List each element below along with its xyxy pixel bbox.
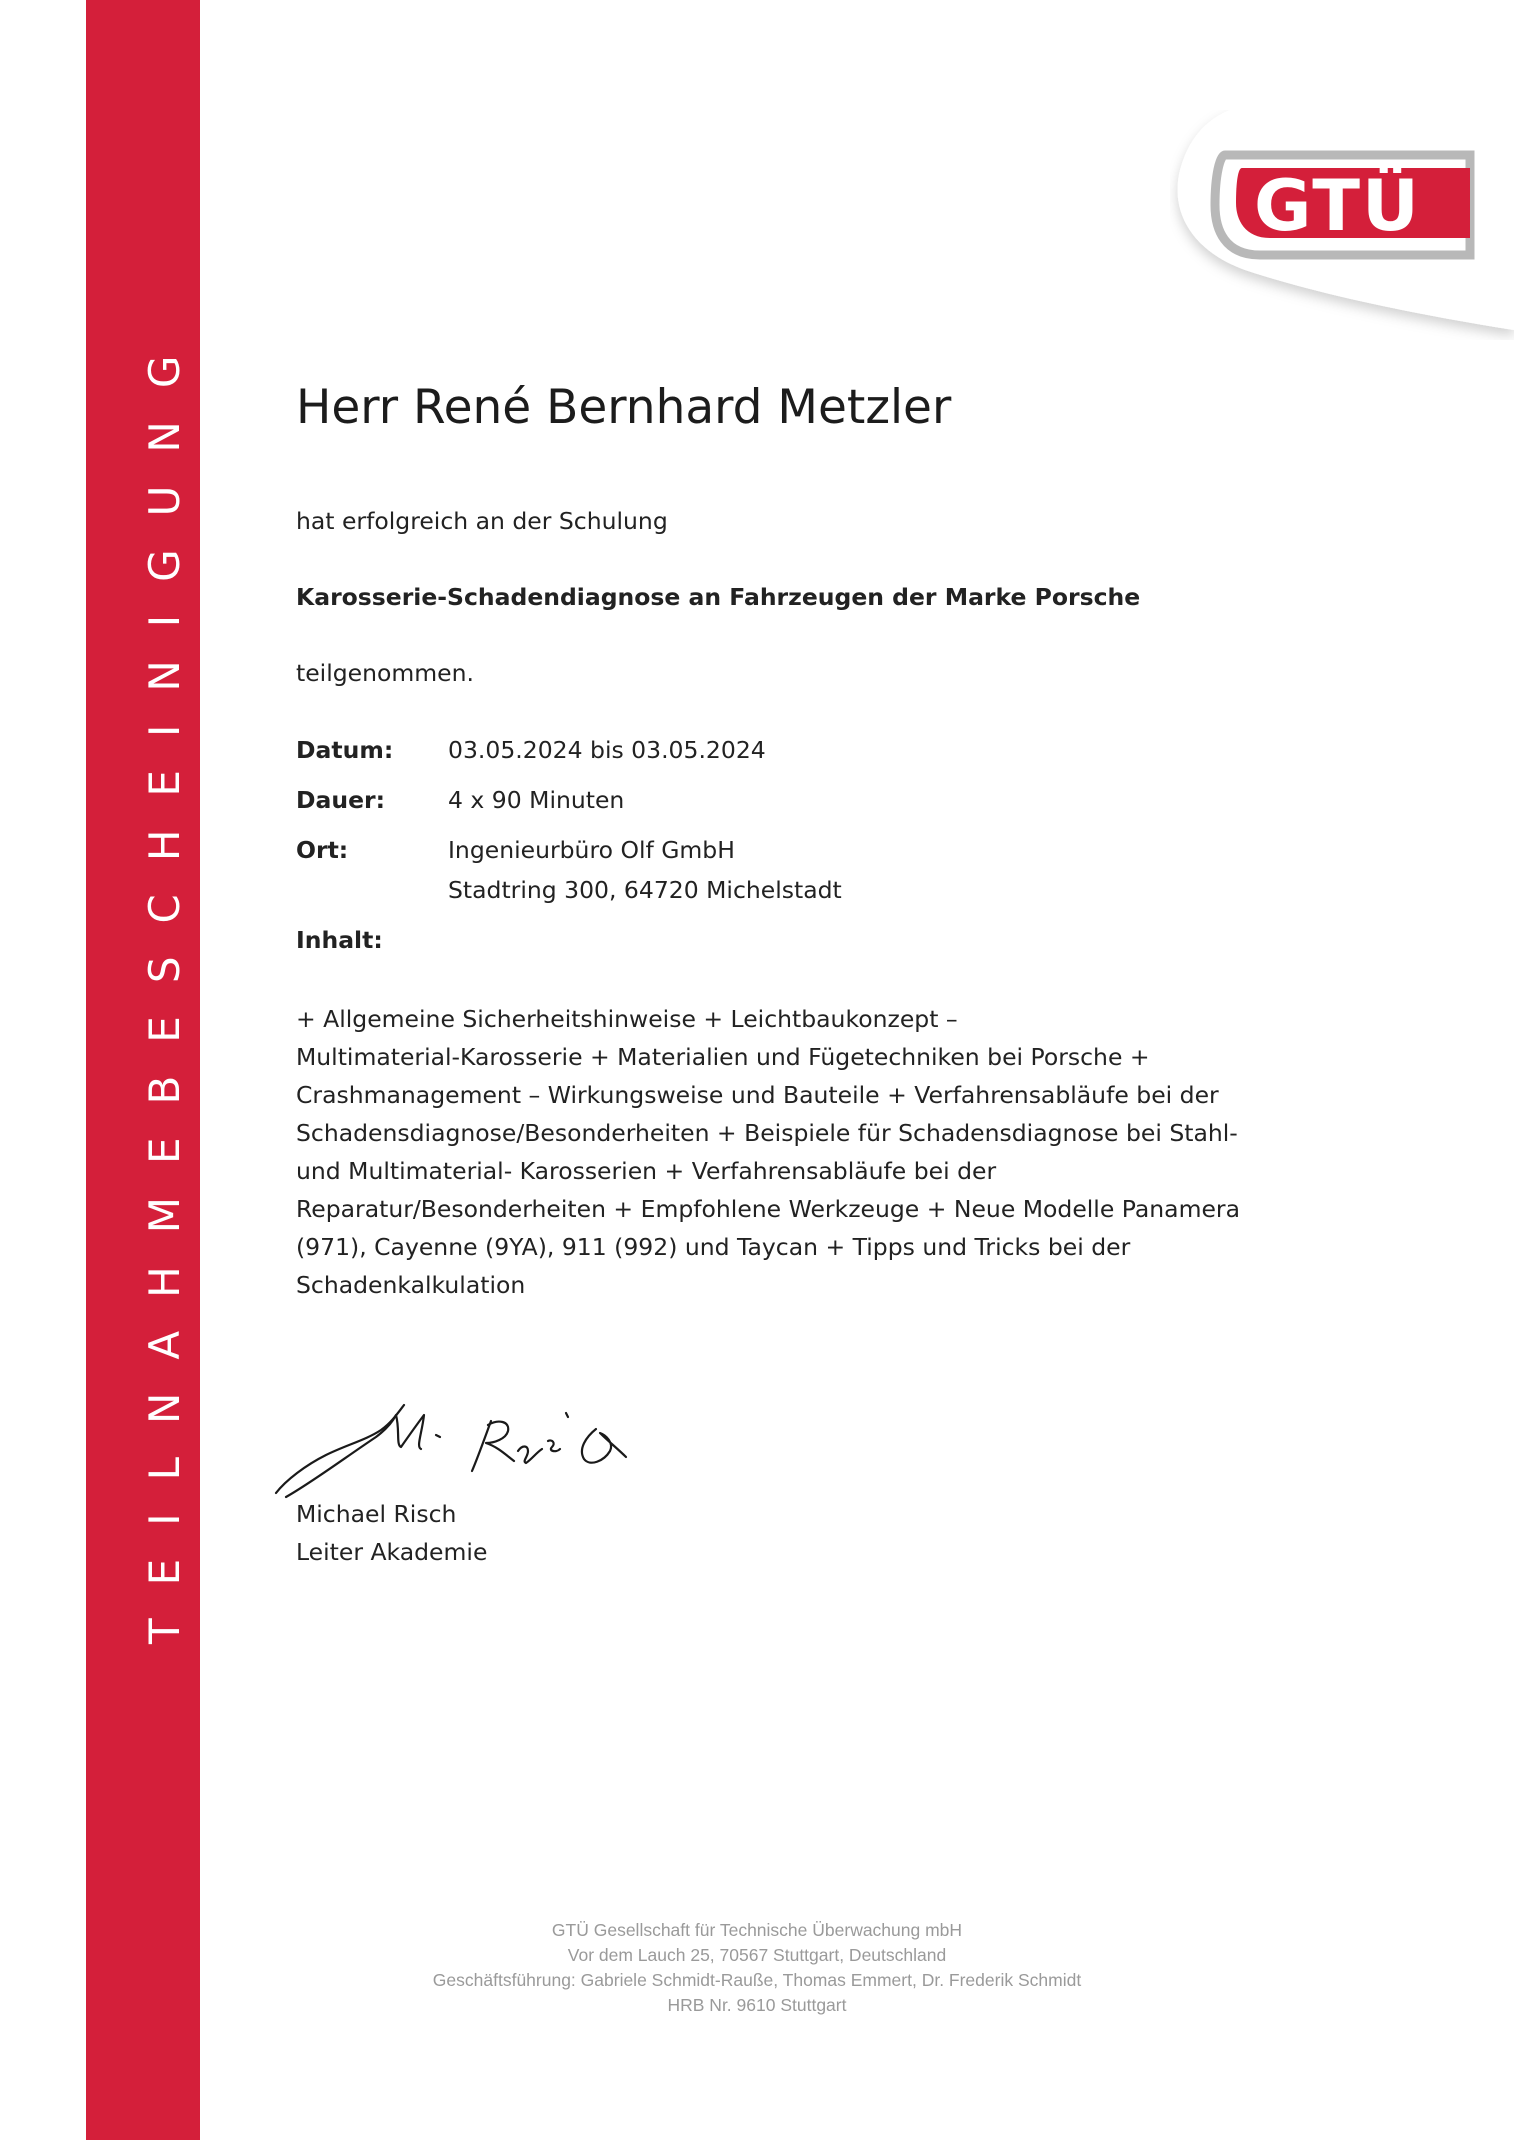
content-text: [296, 1000, 1296, 1304]
svg-text:GTÜ: GTÜ: [1254, 165, 1421, 247]
footer-address: Vor dem Lauch 25, 70567 Stuttgart, Deutschland: [567, 1945, 947, 1965]
duration-value: 4 x 90 Minuten: [448, 786, 625, 814]
place-label: Ort:: [296, 836, 349, 864]
content-line: Schadensdiagnose/Besonderheiten + Beispiele für Schadensdiagnose bei Stahl-: [296, 1119, 1238, 1147]
content-line: und Multimaterial- Karosserien + Verfahrensabläufe bei der: [296, 1157, 997, 1185]
content-line: (971), Cayenne (9YA), 911 (992) und Taycan + Tipps und Tricks bei der: [296, 1233, 1131, 1261]
sidebar-title: TEILNAHMEBESCHEINIGUNG: [140, 322, 189, 1644]
duration-label: Dauer:: [296, 786, 386, 814]
content-line: + Allgemeine Sicherheitshinweise + Leichtbaukonzept –: [296, 1005, 958, 1033]
recipient-name: Herr René Bernhard Metzler: [296, 380, 952, 435]
footer: [0, 1918, 1514, 2018]
footer-management: Geschäftsführung: Gabriele Schmidt-Rauße, Thomas Emmert, Dr. Frederik Schmidt: [432, 1970, 1082, 1990]
outro-text: teilgenommen.: [296, 659, 474, 687]
footer-company: GTÜ Gesellschaft für Technische Überwachung mbH: [551, 1920, 963, 1940]
signatory-name: Michael Risch: [296, 1500, 457, 1528]
content-line: Schadenkalkulation: [296, 1271, 526, 1299]
signatory-title: Leiter Akademie: [296, 1538, 488, 1566]
place-line-1: Ingenieurbüro Olf GmbH: [448, 836, 735, 864]
content-line: Crashmanagement – Wirkungsweise und Bauteile + Verfahrensabläufe bei der: [296, 1081, 1219, 1109]
date-value: 03.05.2024 bis 03.05.2024: [448, 736, 766, 764]
signature: [266, 1385, 666, 1509]
content-label: Inhalt:: [296, 926, 383, 954]
content-line: Reparatur/Besonderheiten + Empfohlene Werkzeuge + Neue Modelle Panamera: [296, 1195, 1240, 1223]
course-title: Karosserie-Schadendiagnose an Fahrzeugen der Marke Porsche: [296, 583, 1141, 611]
date-label: Datum:: [296, 736, 394, 764]
place-line-2: Stadtring 300, 64720 Michelstadt: [448, 876, 842, 904]
footer-registry: HRB Nr. 9610 Stuttgart: [667, 1995, 847, 2015]
content-line: Multimaterial-Karosserie + Materialien und Fügetechniken bei Porsche +: [296, 1043, 1150, 1071]
intro-text: hat erfolgreich an der Schulung: [296, 507, 668, 535]
gtu-logo: [1170, 110, 1514, 340]
